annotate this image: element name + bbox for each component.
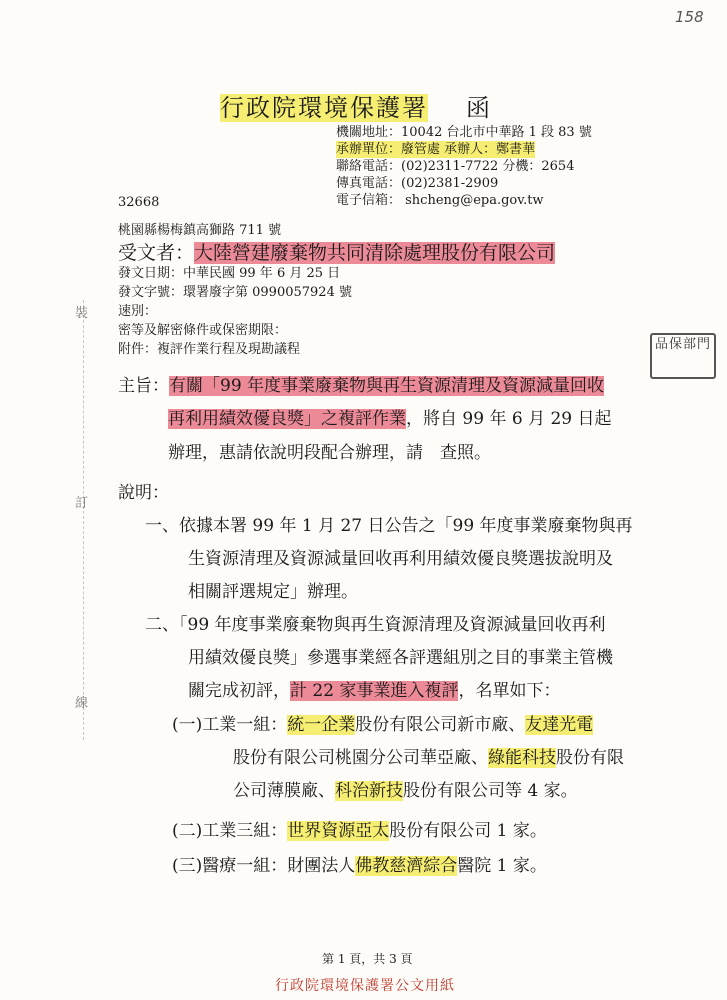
subject-line-3: 辦理，惠請依說明段配合辦理，請 查照。	[168, 443, 491, 463]
speed: 速別：	[118, 304, 158, 319]
subject-line-2: 再利用績效優良獎」之複評作業，將自 99 年 6 月 29 日起	[168, 409, 612, 429]
recipient-line	[118, 238, 555, 265]
doc-number: 發文字號：環署廢字第 0990057924 號	[118, 285, 352, 300]
binding-line	[83, 300, 84, 740]
agency-address: 機關地址：10042 台北市中華路 1 段 83 號	[336, 125, 592, 140]
binding-mark-zhuang: 裝	[75, 306, 89, 321]
count-highlight: 計 22 家事業進入複評	[290, 681, 459, 701]
subject-highlight-1: 有關「99 年度事業廢棄物與再生資源清理及資源減量回收	[169, 376, 605, 396]
company-highlight: 統一企業	[287, 715, 356, 735]
attachment: 附件：複評作業行程及現勘議程	[118, 342, 301, 357]
phone: 聯絡電話：(02)2311-7722 分機：2654	[336, 159, 575, 174]
classification: 密等及解密條件或保密期限：	[118, 323, 288, 338]
item1-line2: 生資源清理及資源減量回收再利用績效優良獎選拔說明及	[188, 549, 613, 569]
binding-mark-ding: 訂	[75, 496, 89, 511]
subject-label: 主旨：	[118, 376, 169, 396]
subject-line-1	[118, 371, 604, 396]
email: 電子信箱： shcheng@epa.gov.tw	[336, 193, 544, 208]
fax: 傳真電話：(02)2381-2909	[336, 176, 499, 191]
item1-line3: 相關評選規定」辦理。	[188, 582, 358, 602]
contact-unit: 承辦單位：廢管處 承辦人：鄭書華	[336, 142, 536, 157]
doc-info	[118, 264, 352, 359]
binding-mark-xian: 線	[75, 696, 89, 711]
group3-line: (三)醫療一組：財團法人佛教慈濟綜合醫院 1 家。	[172, 856, 547, 876]
page-indicator: 第 1 頁，共 3 頁	[322, 952, 413, 966]
document-header	[220, 88, 492, 123]
explanation-label: 說明：	[118, 483, 169, 503]
issue-date: 發文日期：中華民國 99 年 6 月 25 日	[118, 266, 341, 281]
page-number-mark: 158	[675, 8, 704, 26]
item2-line1: 二、「99 年度事業廢棄物與再生資源清理及資源減量回收再利	[145, 615, 606, 635]
group1-line2: 股份有限公司桃園分公司華亞廠、綠能科技股份有限	[233, 748, 624, 768]
subject-highlight-2: 再利用績效優良獎」之複評作業	[168, 409, 406, 429]
recipient-name: 大陸營建廢棄物共同清除處理股份有限公司	[194, 242, 556, 264]
item2-line2: 用績效優良獎」參選事業經各評選組別之目的事業主管機	[188, 648, 613, 668]
company-highlight: 綠能科技	[488, 748, 556, 768]
agency-info	[336, 124, 592, 209]
recipient-label: 受文者：	[118, 242, 195, 264]
company-highlight: 友達光電	[525, 715, 594, 735]
company-highlight: 佛教慈濟綜合	[355, 856, 458, 876]
approval-stamp: 品保部門	[650, 333, 716, 379]
postal-code: 32668	[118, 195, 160, 210]
official-paper-label: 行政院環境保護署公文用紙	[275, 978, 455, 994]
item1-line1: 一、依據本署 99 年 1 月 27 日公告之「99 年度事業廢棄物與再	[145, 516, 633, 536]
agency-title: 行政院環境保護署	[220, 94, 428, 122]
company-highlight: 世界資源亞太	[287, 821, 390, 841]
group1-line3: 公司薄膜廠、科治新技股份有限公司等 4 家。	[233, 781, 578, 801]
doc-type: 函	[466, 94, 492, 122]
item2-line3: 關完成初評，計 22 家事業進入複評，名單如下：	[188, 681, 561, 701]
recipient-address: 桃園縣楊梅鎮高獅路 711 號	[118, 223, 282, 238]
group1-line1: (一)工業一組：統一企業股份有限公司新市廠、友達光電	[172, 715, 594, 735]
company-highlight: 科治新技	[335, 781, 403, 801]
group2-line: (二)工業三組：世界資源亞太股份有限公司 1 家。	[172, 821, 547, 841]
